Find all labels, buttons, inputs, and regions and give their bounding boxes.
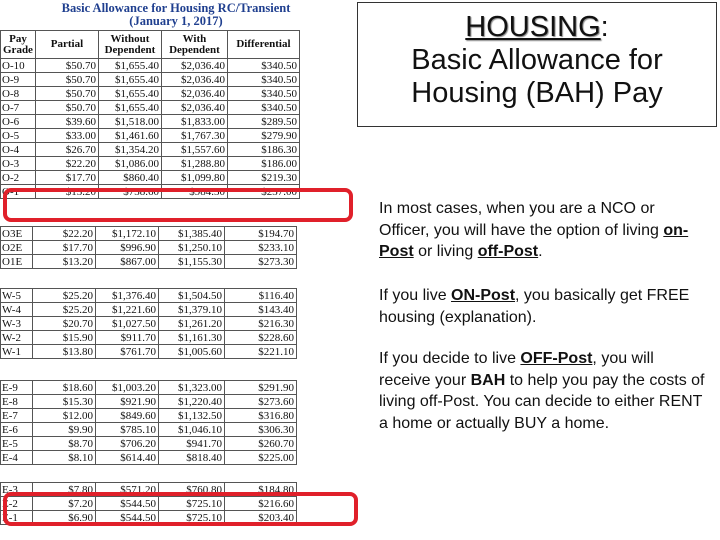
amount-cell: $13.20 (33, 255, 96, 269)
p1-text-c: . (538, 243, 543, 260)
highlight-o1-row (3, 188, 353, 222)
amount-cell: $1,655.40 (98, 59, 161, 73)
p3-text-c: to help you pay the costs of living off-Post. You can decide to either RENT a home or actually BUY a home. (379, 371, 705, 432)
page-title (358, 11, 716, 44)
table-row (1, 143, 300, 157)
pay-grade-cell: E-2 (1, 497, 33, 511)
pay-grade-cell: O-6 (1, 115, 36, 129)
table-row (1, 423, 297, 437)
table-title-line2: (January 1, 2017) (129, 14, 223, 28)
amount-cell: $237.00 (227, 185, 299, 199)
table-row (1, 331, 297, 345)
pay-grade-cell: O-10 (1, 59, 36, 73)
amount-cell: $26.70 (35, 143, 98, 157)
pay-grade-cell: O3E (1, 227, 33, 241)
table-row (1, 395, 297, 409)
column-header (1, 31, 36, 59)
amount-cell: $1,557.60 (161, 143, 227, 157)
amount-cell: $1,379.10 (159, 303, 225, 317)
amount-cell: $706.20 (96, 437, 159, 451)
amount-cell: $1,461.60 (98, 129, 161, 143)
table-row (1, 317, 297, 331)
amount-cell: $1,376.40 (96, 289, 159, 303)
amount-cell: $1,172.10 (96, 227, 159, 241)
bah-term: BAH (470, 371, 506, 389)
amount-cell: $1,155.30 (159, 255, 225, 269)
table-row (1, 437, 297, 451)
amount-cell: $12.00 (33, 409, 96, 423)
pay-grade-cell: E-3 (1, 483, 33, 497)
amount-cell: $2,036.40 (161, 73, 227, 87)
amount-cell: $340.50 (227, 59, 299, 73)
table-row (1, 303, 297, 317)
amount-cell: $725.10 (159, 511, 225, 525)
amount-cell: $1,261.20 (159, 317, 225, 331)
p1-text: In most cases, when you are a NCO or Officer, you will have the option of living (379, 200, 664, 239)
amount-cell: $50.70 (35, 87, 98, 101)
table-row (1, 289, 297, 303)
amount-cell: $1,518.00 (98, 115, 161, 129)
warrant-table (0, 288, 297, 359)
table-row (1, 255, 297, 269)
amount-cell: $1,833.00 (161, 115, 227, 129)
pay-grade-cell: O-3 (1, 157, 36, 171)
amount-cell: $1,504.50 (159, 289, 225, 303)
pay-grade-cell: O-1 (1, 185, 36, 199)
amount-cell: $7.80 (33, 483, 96, 497)
amount-cell: $1,221.60 (96, 303, 159, 317)
amount-cell: $761.70 (96, 345, 159, 359)
amount-cell: $15.90 (33, 331, 96, 345)
amount-cell: $273.60 (225, 395, 297, 409)
table-row (1, 73, 300, 87)
table-row (1, 115, 300, 129)
officer-prior-enlisted-table (0, 226, 297, 269)
amount-cell: $1,099.80 (161, 171, 227, 185)
amount-cell: $186.00 (227, 157, 299, 171)
table-title-line1: Basic Allowance for Housing RC/Transient (61, 1, 291, 15)
amount-cell: $186.30 (227, 143, 299, 157)
column-header-line: Partial (50, 38, 84, 50)
table-row (1, 157, 300, 171)
amount-cell: $228.60 (225, 331, 297, 345)
amount-cell: $306.30 (225, 423, 297, 437)
paragraph-on-post (379, 285, 709, 328)
amount-cell: $1,354.20 (98, 143, 161, 157)
pay-grade-cell: E-1 (1, 511, 33, 525)
amount-cell: $1,003.20 (96, 381, 159, 395)
amount-cell: $1,655.40 (98, 87, 161, 101)
amount-cell: $20.70 (33, 317, 96, 331)
p2-text-b: , you basically get FREE housing (explanation). (379, 287, 690, 326)
amount-cell: $1,161.30 (159, 331, 225, 345)
pay-grade-cell: W-2 (1, 331, 33, 345)
table-header-row (1, 31, 300, 59)
column-header (227, 31, 299, 59)
title-line2: Basic Allowance for (411, 44, 663, 76)
amount-cell: $13.80 (33, 345, 96, 359)
amount-cell: $1,385.40 (159, 227, 225, 241)
officer-table (0, 30, 300, 199)
pay-grade-cell: O-4 (1, 143, 36, 157)
amount-cell: $9.90 (33, 423, 96, 437)
table-row (1, 241, 297, 255)
on-post-term: on-Post (379, 221, 689, 260)
amount-cell: $1,655.40 (98, 101, 161, 115)
amount-cell: $760.80 (159, 483, 225, 497)
amount-cell: $279.90 (227, 129, 299, 143)
on-post-emphasis: ON-Post (451, 287, 516, 304)
amount-cell: $25.20 (33, 303, 96, 317)
amount-cell: $614.40 (96, 451, 159, 465)
table-row (1, 101, 300, 115)
amount-cell: $1,220.40 (159, 395, 225, 409)
table-row (1, 381, 297, 395)
amount-cell: $2,036.40 (161, 59, 227, 73)
amount-cell: $6.90 (33, 511, 96, 525)
amount-cell: $194.70 (225, 227, 297, 241)
amount-cell: $17.70 (33, 241, 96, 255)
amount-cell: $219.30 (227, 171, 299, 185)
title-box (357, 2, 717, 127)
amount-cell: $273.30 (225, 255, 297, 269)
column-header-line: Without (110, 32, 150, 45)
pay-grade-cell: W-5 (1, 289, 33, 303)
amount-cell: $738.60 (98, 185, 161, 199)
amount-cell: $1,027.50 (96, 317, 159, 331)
amount-cell: $316.80 (225, 409, 297, 423)
amount-cell: $15.30 (33, 395, 96, 409)
amount-cell: $13.20 (35, 185, 98, 199)
pay-grade-cell: E-7 (1, 409, 33, 423)
amount-cell: $216.60 (225, 497, 297, 511)
column-header (35, 31, 98, 59)
amount-cell: $1,655.40 (98, 73, 161, 87)
amount-cell: $225.00 (225, 451, 297, 465)
amount-cell: $289.50 (227, 115, 299, 129)
pay-grade-cell: E-6 (1, 423, 33, 437)
table-row (1, 409, 297, 423)
housing-heading: HOUSING (465, 11, 601, 43)
amount-cell: $203.40 (225, 511, 297, 525)
pay-grade-cell: E-9 (1, 381, 33, 395)
amount-cell: $17.70 (35, 171, 98, 185)
column-header-line: Differential (236, 38, 291, 50)
amount-cell: $849.60 (96, 409, 159, 423)
column-header-line: Grade (3, 43, 33, 56)
pay-grade-cell: W-3 (1, 317, 33, 331)
pay-grade-cell: O-8 (1, 87, 36, 101)
amount-cell: $1,323.00 (159, 381, 225, 395)
pay-grade-cell: W-1 (1, 345, 33, 359)
title-colon: : (600, 11, 609, 43)
title-line3: Housing (BAH) Pay (411, 77, 663, 109)
amount-cell: $571.20 (96, 483, 159, 497)
column-header-line: With (182, 32, 207, 45)
pay-grade-cell: O-5 (1, 129, 36, 143)
amount-cell: $291.90 (225, 381, 297, 395)
amount-cell: $1,767.30 (161, 129, 227, 143)
amount-cell: $22.20 (33, 227, 96, 241)
amount-cell: $1,250.10 (159, 241, 225, 255)
pay-grade-cell: O2E (1, 241, 33, 255)
pay-grade-cell: E-8 (1, 395, 33, 409)
amount-cell: $1,046.10 (159, 423, 225, 437)
amount-cell: $941.70 (159, 437, 225, 451)
paragraph-off-post (379, 348, 709, 434)
table-title (0, 2, 352, 28)
column-header (98, 31, 161, 59)
enlisted-table (0, 380, 297, 465)
amount-cell: $184.80 (225, 483, 297, 497)
amount-cell: $1,288.80 (161, 157, 227, 171)
column-header-line: Dependent (104, 43, 156, 56)
amount-cell: $921.90 (96, 395, 159, 409)
amount-cell: $2,036.40 (161, 87, 227, 101)
pay-grade-cell: O-9 (1, 73, 36, 87)
pay-grade-cell: E-4 (1, 451, 33, 465)
column-header-line: Dependent (169, 43, 220, 56)
amount-cell: $818.40 (159, 451, 225, 465)
table-row (1, 451, 297, 465)
p3-text: If you decide to live (379, 350, 521, 367)
amount-cell: $911.70 (96, 331, 159, 345)
amount-cell: $22.20 (35, 157, 98, 171)
off-post-emphasis: OFF-Post (520, 350, 593, 367)
p3-text-b: , you will receive your (379, 350, 654, 389)
amount-cell: $221.10 (225, 345, 297, 359)
amount-cell: $785.10 (96, 423, 159, 437)
table-row (1, 59, 300, 73)
column-header (161, 31, 227, 59)
table-row (1, 345, 297, 359)
pay-grade-cell: O-2 (1, 171, 36, 185)
bah-table-image (0, 0, 352, 540)
column-header-line: Pay (9, 32, 27, 45)
off-post-term: off-Post (477, 243, 539, 260)
paragraph-options (379, 198, 709, 263)
pay-grade-cell: W-4 (1, 303, 33, 317)
pay-grade-cell: E-5 (1, 437, 33, 451)
amount-cell: $116.40 (225, 289, 297, 303)
pay-grade-cell: O-7 (1, 101, 36, 115)
amount-cell: $260.70 (225, 437, 297, 451)
amount-cell: $2,036.40 (161, 101, 227, 115)
table-row (1, 129, 300, 143)
amount-cell: $1,132.50 (159, 409, 225, 423)
p2-text: If you live (379, 287, 452, 304)
amount-cell: $340.50 (227, 101, 299, 115)
amount-cell: $984.30 (161, 185, 227, 199)
table-row (1, 87, 300, 101)
amount-cell: $50.70 (35, 101, 98, 115)
amount-cell: $8.10 (33, 451, 96, 465)
amount-cell: $50.70 (35, 73, 98, 87)
amount-cell: $33.00 (35, 129, 98, 143)
amount-cell: $25.20 (33, 289, 96, 303)
table-row (1, 227, 297, 241)
amount-cell: $233.10 (225, 241, 297, 255)
amount-cell: $996.90 (96, 241, 159, 255)
amount-cell: $544.50 (96, 511, 159, 525)
amount-cell: $867.00 (96, 255, 159, 269)
amount-cell: $143.40 (225, 303, 297, 317)
amount-cell: $1,086.00 (98, 157, 161, 171)
table-row (1, 171, 300, 185)
amount-cell: $39.60 (35, 115, 98, 129)
amount-cell: $1,005.60 (159, 345, 225, 359)
amount-cell: $18.60 (33, 381, 96, 395)
amount-cell: $8.70 (33, 437, 96, 451)
amount-cell: $860.40 (98, 171, 161, 185)
p1-text-b: or living (413, 243, 478, 260)
amount-cell: $50.70 (35, 59, 98, 73)
amount-cell: $340.50 (227, 87, 299, 101)
amount-cell: $7.20 (33, 497, 96, 511)
highlight-e2-row (3, 492, 358, 526)
amount-cell: $725.10 (159, 497, 225, 511)
amount-cell: $216.30 (225, 317, 297, 331)
pay-grade-cell: O1E (1, 255, 33, 269)
amount-cell: $544.50 (96, 497, 159, 511)
amount-cell: $340.50 (227, 73, 299, 87)
